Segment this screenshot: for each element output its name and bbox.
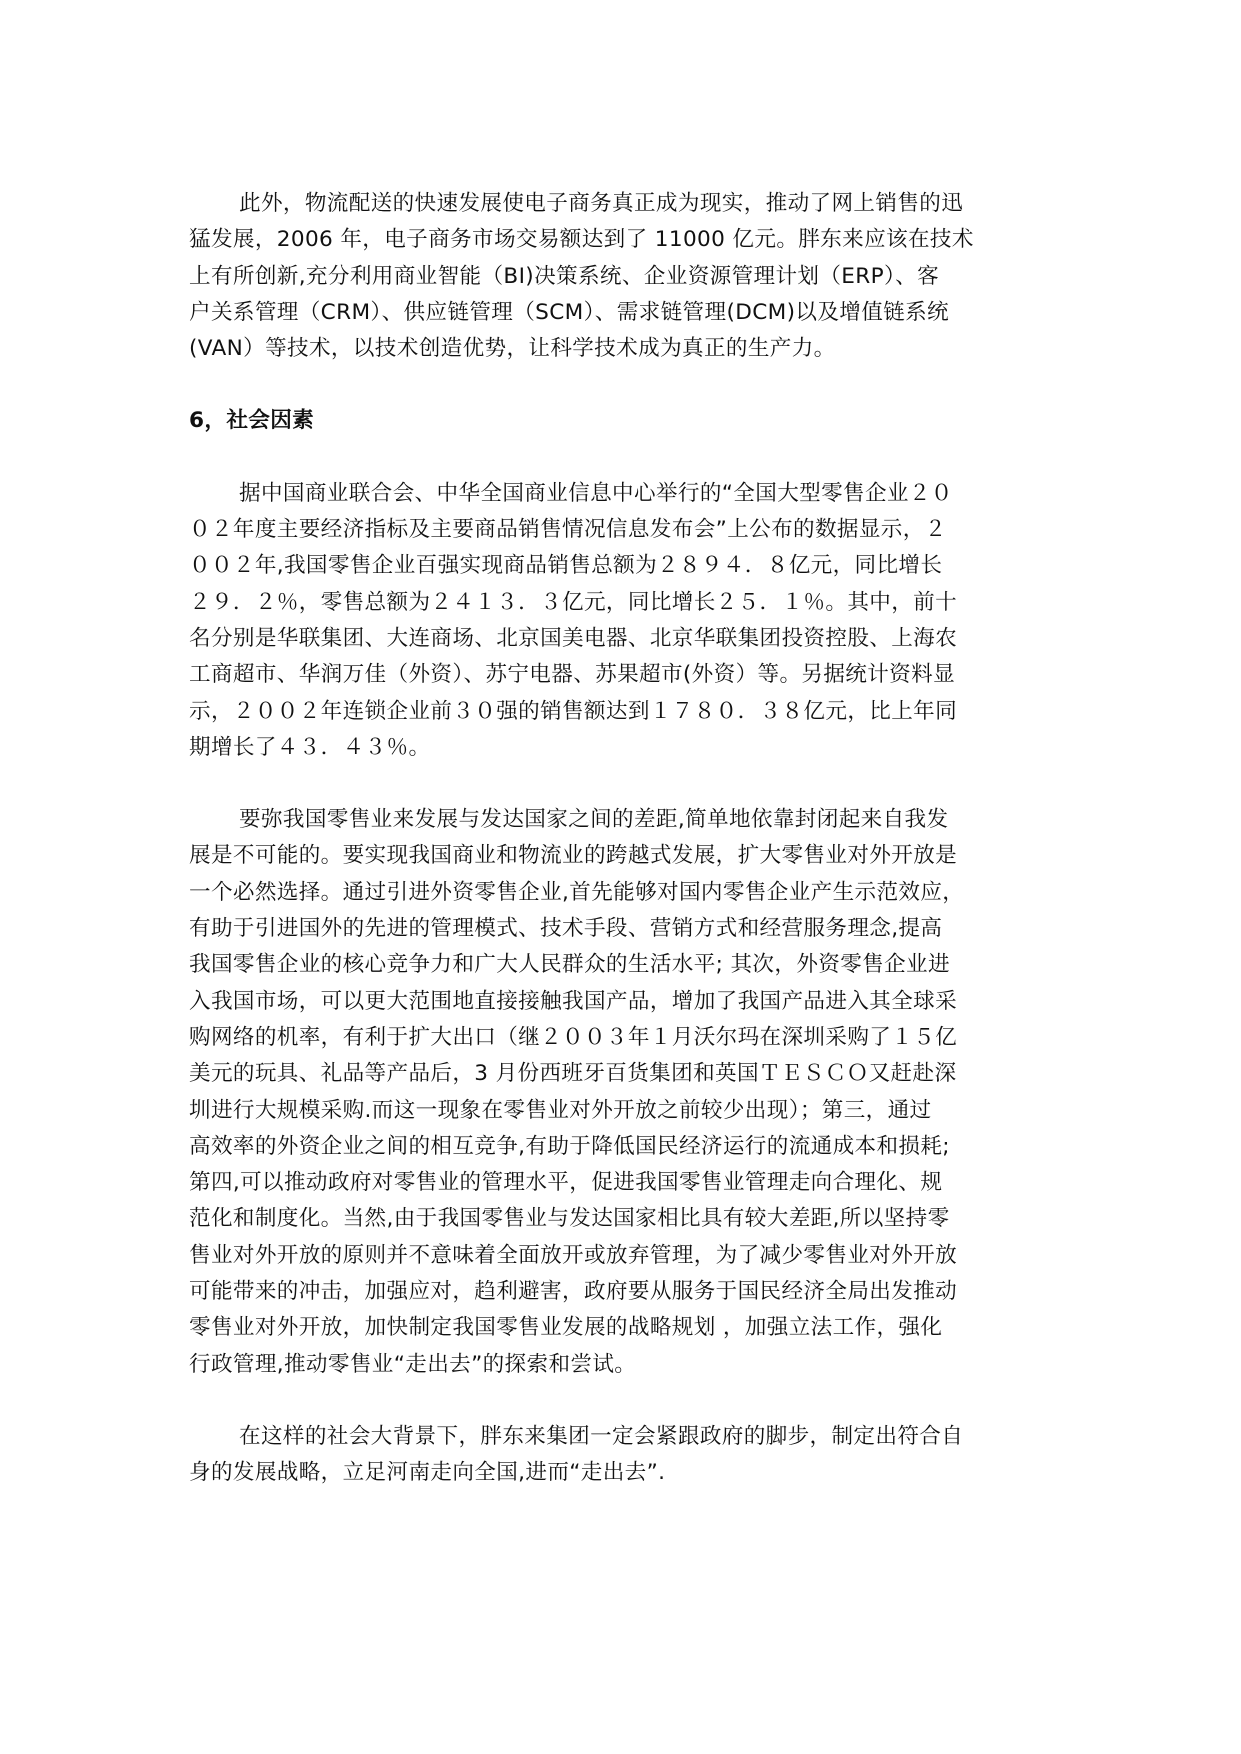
paragraph-conclusion [189, 1419, 1049, 1492]
paragraph-statistics [189, 476, 1049, 766]
text-line: ００２年,我国零售企业百强实现商品销售总额为２８９４．８亿元，同比增长 [189, 553, 943, 579]
text-line: (VAN）等技术，以技术创造优势，让科学技术成为真正的生产力。 [189, 336, 836, 362]
text-line: 工商超市、华润万佳（外资）、苏宁电器、苏果超市(外资）等。另据统计资料显 [189, 662, 956, 688]
paragraph-technology [189, 186, 1049, 367]
text-line: 期增长了４３．４３％。 [189, 734, 431, 760]
text-line: 有助于引进国外的先进的管理模式、技术手段、营销方式和经营服务理念,提高 [189, 916, 943, 942]
text-line: 行政管理,推动零售业“走出去”的探索和尝试。 [189, 1351, 637, 1377]
text-line: 零售业对外开放，加快制定我国零售业发展的战略规划 ，加强立法工作，强化 [189, 1315, 943, 1341]
text-line: 名分别是华联集团、大连商场、北京国美电器、北京华联集团投资控股、上海农 [189, 625, 958, 651]
text-line: 此外，物流配送的快速发展使电子商务真正成为现实，推动了网上销售的迅 [239, 191, 964, 216]
text-line: 可能带来的冲击，加强应对，趋利避害，政府要从服务于国民经济全局出发推动 [189, 1279, 958, 1305]
text-line: 上有所创新,充分利用商业智能（BI)决策系统、企业资源管理计划（ERP）、客 [189, 263, 940, 289]
document-page [189, 186, 1049, 1492]
text-line: 售业对外开放的原则并不意味着全面放开或放弃管理，为了减少零售业对外开放 [189, 1242, 958, 1268]
text-line: 我国零售企业的核心竞争力和广大人民群众的生活水平; 其次，外资零售企业进 [189, 952, 950, 978]
text-line: 要弥我国零售业来发展与发达国家之间的差距,简单地依靠封闭起来自我发 [239, 807, 949, 833]
section-heading: 6，社会因素 [189, 408, 315, 434]
text-line: 据中国商业联合会、中华全国商业信息中心举行的“全国大型零售企业２０ [239, 480, 953, 506]
text-line: ０２年度主要经济指标及主要商品销售情况信息发布会”上公布的数据显示，２ [189, 517, 947, 543]
text-line: 户关系管理（CRM）、供应链管理（SCM）、需求链管理(DCM)以及增值链系统 [189, 299, 949, 325]
text-line: 在这样的社会大背景下，胖东来集团一定会紧跟政府的脚步，制定出符合自 [239, 1423, 964, 1449]
text-line: 圳进行大规模采购.而这一现象在零售业对外开放之前较少出现）；第三，通过 [189, 1097, 932, 1123]
text-line: 身的发展战略，立足河南走向全国,进而“走出去”. [189, 1460, 666, 1486]
text-line: ２９．２％，零售总额为２４１３．３亿元，同比增长２５．１％。其中，前十 [189, 589, 958, 615]
text-line: 猛发展，2006 年，电子商务市场交易额达到了 11000 亿元。胖东来应该在技术 [189, 227, 974, 253]
text-line: 一个必然选择。通过引进外资零售企业,首先能够对国内零售企业产生示范效应， [189, 879, 965, 905]
text-line: 入我国市场，可以更大范围地直接接触我国产品，增加了我国产品进入其全球采 [189, 988, 958, 1014]
text-line: 示，２００２年连锁企业前３０强的销售额达到１７８０．３８亿元，比上年同 [189, 698, 958, 724]
paragraph-opening-up [189, 802, 1049, 1383]
text-line: 高效率的外资企业之间的相互竞争,有助于降低国民经济运行的流通成本和损耗; [189, 1133, 950, 1159]
text-line: 展是不可能的。要实现我国商业和物流业的跨越式发展，扩大零售业对外开放是 [189, 843, 958, 869]
text-line: 美元的玩具、礼品等产品后，3 月份西班牙百货集团和英国ＴＥＳＣＯ又赶赴深 [189, 1061, 957, 1087]
text-line: 范化和制度化。当然,由于我国零售业与发达国家相比具有较大差距,所以坚持零 [189, 1206, 950, 1232]
text-line: 第四,可以推动政府对零售业的管理水平，促进我国零售业管理走向合理化、规 [189, 1170, 943, 1196]
text-line: 购网络的机率，有利于扩大出口（继２００３年１月沃尔玛在深圳采购了１５亿 [189, 1024, 958, 1050]
